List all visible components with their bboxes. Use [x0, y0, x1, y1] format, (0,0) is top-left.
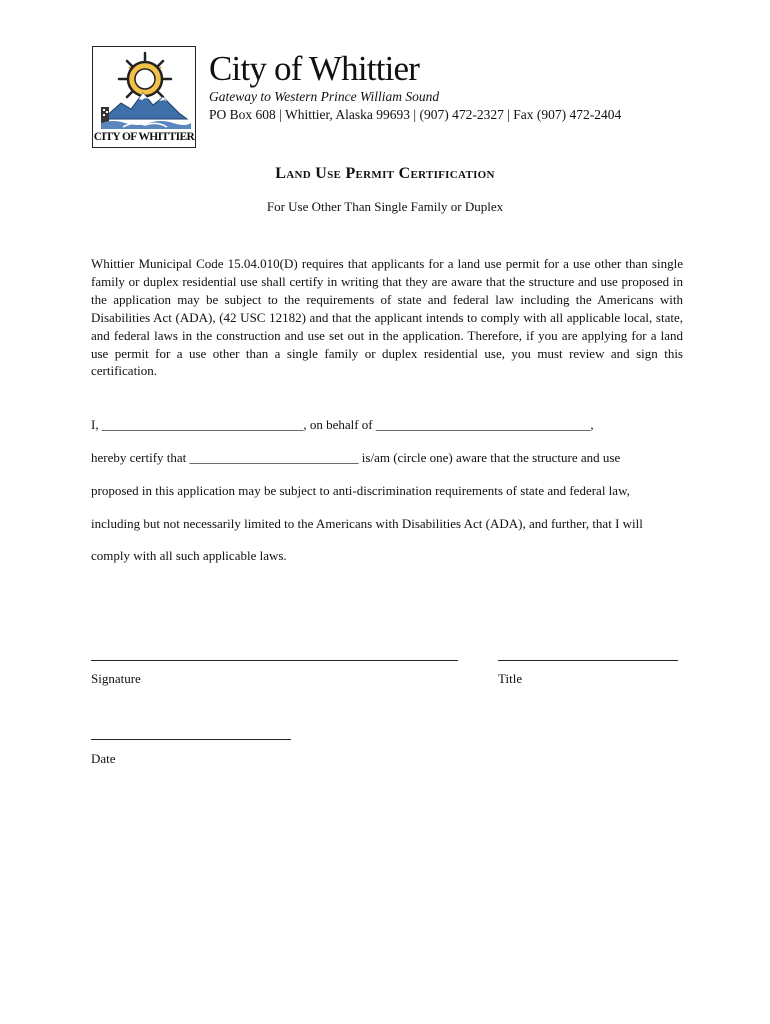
signature-line[interactable] — [91, 660, 458, 661]
document-title: Land Use Permit Certification — [275, 165, 495, 182]
title-label: Title — [498, 671, 523, 686]
signature-label: Signature — [91, 671, 141, 686]
date-line[interactable] — [91, 739, 291, 740]
document-subtitle: For Use Other Than Single Family or Duplex — [266, 199, 504, 214]
certification-line-certify: hereby certify that __________________________ is/am (circle one) aware that the structure and use — [91, 450, 621, 465]
intro-paragraph: Whittier Municipal Code 15.04.010(D) requires that applicants for a land use permit for a use other than single family or duplex residential use shall certify in writing that they are aware that the structure and use proposed in the application may be subject to the requirements of state and federal law including the Americans with Disabilities Act (ADA), (42 USC 12182) and that the applicant intends to comply with all applicable local, state, and federal laws in the construction and use set out in the application. Therefore, if you are applying for a land use permit for a use other than a single family or duplex residential use, you must review and sign this certification. — [91, 256, 683, 379]
city-name: City of Whittier — [209, 49, 420, 88]
logo-caption: CITY OF WHITTIER — [93, 131, 195, 143]
city-logo — [92, 46, 196, 148]
certification-line-ada: including but not necessarily limited to the Americans with Disabilities Act (ADA), and further, that I will — [91, 516, 643, 531]
certification-line-proposed: proposed in this application may be subject to anti-discrimination requirements of state and federal law, — [91, 483, 630, 498]
tagline: Gateway to Western Prince William Sound — [209, 89, 440, 104]
date-label: Date — [91, 751, 116, 766]
contact-address: PO Box 608 | Whittier, Alaska 99693 | (907) 472-2327 | Fax (907) 472-2404 — [209, 107, 622, 122]
title-line[interactable] — [498, 660, 678, 661]
certification-line-comply: comply with all such applicable laws. — [91, 548, 287, 563]
certification-line-name: I, _______________________________, on behalf of _________________________________, — [91, 417, 594, 432]
